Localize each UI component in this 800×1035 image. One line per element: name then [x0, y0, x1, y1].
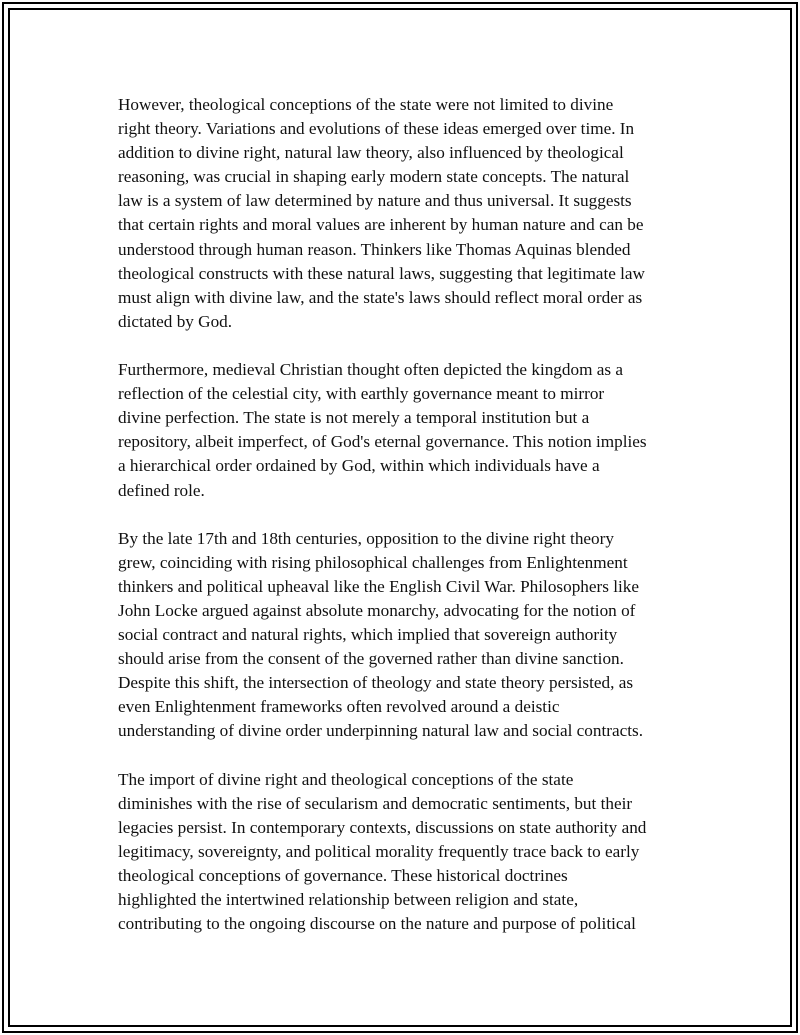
document-body: [118, 93, 690, 960]
paragraph-celestial-city: Furthermore, medieval Christian thought often depicted the kingdom as a reflection of the celestial city, with earthly governance meant to mirror divine perfection. The state is not merely a temporal institution but a repository, albeit imperfect, of God's eternal governance. This notion implies a hierarchical order ordained by God, within which individuals have a defined role.: [118, 360, 647, 500]
paragraph-natural-law: However, theological conceptions of the state were not limited to divine right theory. Variations and evolutions of these ideas emerged over time. In addition to divine right, natural law theory, also influenced by theological reasoning, was crucial in shaping early modern state concepts. The natural law is a system of law determined by nature and thus universal. It suggests that certain rights and moral values are inherent by human nature and can be understood through human reason. Thinkers like Thomas Aquinas blended theological constructs with these natural laws, suggesting that legitimate law must align with divine law, and the state's laws should reflect moral order as dictated by God.: [118, 95, 645, 331]
paragraph-legacy: The import of divine right and theological conceptions of the state diminishes with the rise of secularism and democratic sentiments, but their legacies persist. In contemporary contexts, discussions on state authority and legitimacy, sovereignty, and political morality frequently trace back to early theological conceptions of governance. These historical doctrines highlighted the intertwined relationship between religion and state, contributing to the ongoing discourse on the nature and purpose of political: [118, 769, 647, 934]
paragraph-enlightenment: By the late 17th and 18th centuries, opposition to the divine right theory grew, coinciding with rising philosophical challenges from Enlightenment thinkers and political upheaval like the English Civil War. Philosophers like John Locke argued against absolute monarchy, advocating for the notion of social contract and natural rights, which implied that sovereign authority should arise from the consent of the governed rather than divine sanction. Despite this shift, the intersection of theology and state theory persisted, as even Enlightenment frameworks often revolved around a deistic understanding of divine order underpinning natural law and social contracts.: [118, 528, 644, 741]
